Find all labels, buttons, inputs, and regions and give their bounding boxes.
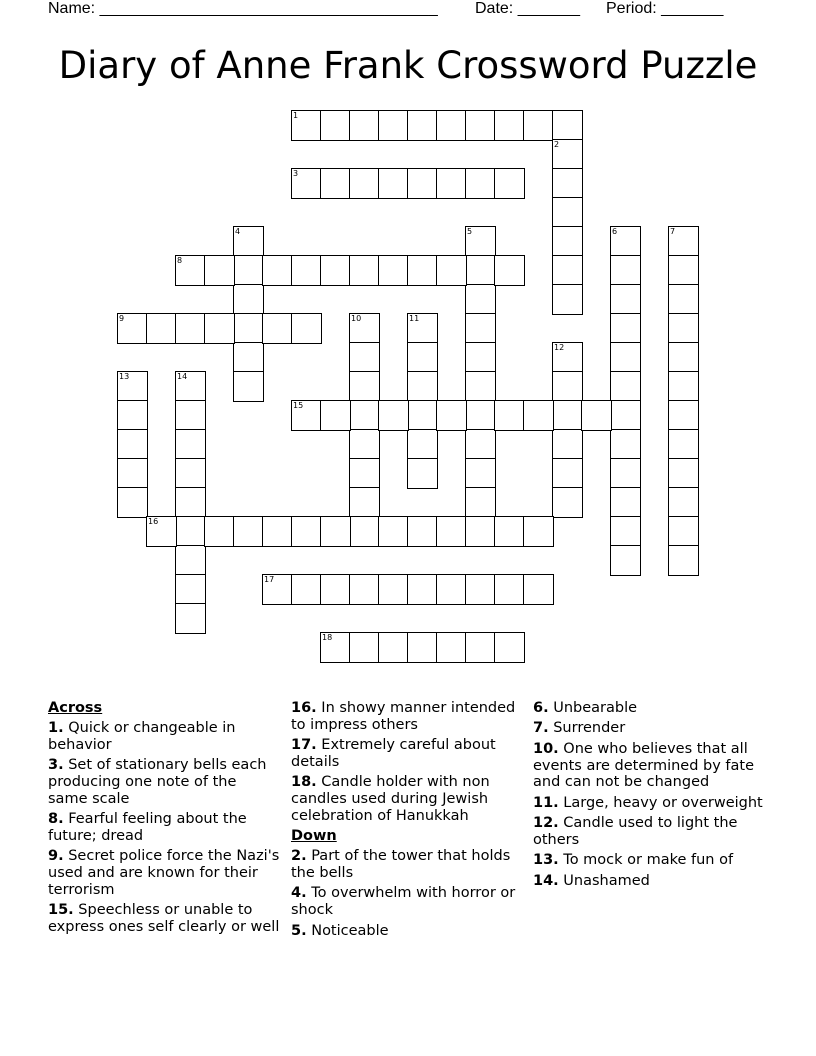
grid-cell[interactable] <box>552 168 583 199</box>
clue-text: To mock or make fun of <box>563 852 734 869</box>
grid-cell[interactable] <box>262 516 293 547</box>
grid-cell[interactable] <box>465 574 496 605</box>
down-clue <box>533 741 765 791</box>
grid-cell[interactable] <box>233 342 264 373</box>
grid-cell[interactable] <box>175 400 206 431</box>
across-clue <box>291 774 523 824</box>
grid-cell[interactable] <box>494 516 525 547</box>
grid-cell[interactable] <box>465 458 496 489</box>
grid-cell[interactable] <box>494 574 525 605</box>
grid-cell[interactable] <box>610 429 641 460</box>
clue-text: Unbearable <box>553 700 638 716</box>
grid-cell[interactable] <box>320 632 351 663</box>
grid-cell[interactable] <box>436 516 467 547</box>
down-clue <box>533 700 765 717</box>
grid-cell[interactable] <box>204 516 235 547</box>
grid-cell[interactable] <box>465 342 496 373</box>
grid-cell[interactable] <box>407 516 438 547</box>
down-heading: Down <box>291 828 337 845</box>
grid-cell[interactable] <box>233 255 264 286</box>
grid-cell[interactable] <box>320 168 351 199</box>
across-clue <box>48 811 280 845</box>
clue-number: 16. <box>291 700 317 716</box>
clue-number: 3. <box>48 756 64 773</box>
clue-number: 5. <box>291 922 307 939</box>
grid-cell[interactable] <box>320 110 351 141</box>
grid-cell[interactable] <box>175 545 206 576</box>
clue-number: 8. <box>48 810 64 827</box>
grid-cell[interactable] <box>668 545 699 576</box>
clue-number: 7. <box>533 720 549 737</box>
puzzle-title: Diary of Anne Frank Crossword Puzzle <box>58 44 758 87</box>
grid-cell[interactable] <box>465 487 496 518</box>
clue-number: 17 <box>264 575 275 584</box>
grid-cell[interactable] <box>552 342 583 373</box>
grid-cell[interactable] <box>494 632 525 663</box>
clue-number: 17. <box>291 737 317 754</box>
grid-cell[interactable] <box>407 400 438 431</box>
grid-cell[interactable] <box>291 313 322 344</box>
grid-cell[interactable] <box>349 342 380 373</box>
grid-cell[interactable] <box>349 458 380 489</box>
clue-number: 18 <box>322 633 333 642</box>
grid-cell[interactable] <box>146 516 177 547</box>
across-clue <box>48 848 280 898</box>
grid-cell[interactable] <box>668 313 699 344</box>
across-clue <box>291 737 523 771</box>
across-clue <box>291 700 523 734</box>
grid-cell[interactable] <box>233 284 264 315</box>
grid-cell[interactable] <box>204 255 235 286</box>
clue-number: 10. <box>533 740 559 757</box>
grid-cell[interactable] <box>552 139 583 170</box>
down-clue <box>533 852 765 869</box>
grid-cell[interactable] <box>610 400 641 431</box>
grid-cell[interactable] <box>262 574 293 605</box>
grid-cell[interactable] <box>175 255 206 286</box>
grid-cell[interactable] <box>349 110 380 141</box>
clue-number: 4 <box>235 227 241 236</box>
grid-cell[interactable] <box>349 516 380 547</box>
grid-cell[interactable] <box>117 371 148 402</box>
grid-cell[interactable] <box>668 458 699 489</box>
grid-cell[interactable] <box>494 400 525 431</box>
grid-cell[interactable] <box>436 168 467 199</box>
grid-cell[interactable] <box>610 545 641 576</box>
grid-cell[interactable] <box>349 400 380 431</box>
grid-cell[interactable] <box>610 342 641 373</box>
grid-cell[interactable] <box>610 516 641 547</box>
clue-text: Quick or changeable in behavior <box>48 719 236 753</box>
grid-cell[interactable] <box>233 313 264 344</box>
grid-cell[interactable] <box>407 632 438 663</box>
down-clue <box>533 720 765 737</box>
grid-cell[interactable] <box>436 574 467 605</box>
clue-text: Candle holder with non candles used during Jewish celebration of Hanukkah <box>291 774 490 824</box>
clue-number: 2. <box>291 848 307 865</box>
clue-text: Surrender <box>553 720 626 737</box>
grid-cell[interactable] <box>523 574 554 605</box>
grid-cell[interactable] <box>407 574 438 605</box>
grid-cell[interactable] <box>378 110 409 141</box>
grid-cell[interactable] <box>465 632 496 663</box>
across-clue <box>48 720 280 754</box>
clue-text: Unashamed <box>563 872 650 889</box>
clues-column-1 <box>48 700 280 939</box>
grid-cell[interactable] <box>523 400 554 431</box>
grid-cell[interactable] <box>610 487 641 518</box>
clue-number: 8 <box>177 256 183 265</box>
grid-cell[interactable] <box>117 458 148 489</box>
grid-cell[interactable] <box>465 284 496 315</box>
grid-cell[interactable] <box>233 516 264 547</box>
grid-cell[interactable] <box>668 487 699 518</box>
grid-cell[interactable] <box>349 255 380 286</box>
grid-cell[interactable] <box>668 284 699 315</box>
clue-number: 2 <box>554 140 560 149</box>
clue-text: To overwhelm with horror or shock <box>291 885 516 919</box>
grid-cell[interactable] <box>349 168 380 199</box>
grid-cell[interactable] <box>349 574 380 605</box>
grid-cell[interactable] <box>465 255 496 286</box>
grid-cell[interactable] <box>552 197 583 228</box>
grid-cell[interactable] <box>610 313 641 344</box>
down-clue <box>291 923 523 940</box>
clue-number: 6. <box>533 700 549 716</box>
grid-cell[interactable] <box>552 284 583 315</box>
clue-number: 18. <box>291 774 317 791</box>
grid-cell[interactable] <box>262 255 293 286</box>
grid-cell[interactable] <box>349 429 380 460</box>
clue-number: 6 <box>612 227 618 236</box>
grid-cell[interactable] <box>552 400 583 431</box>
grid-cell[interactable] <box>668 429 699 460</box>
grid-cell[interactable] <box>291 574 322 605</box>
grid-cell[interactable] <box>378 632 409 663</box>
grid-cell[interactable] <box>465 371 496 402</box>
clue-number: 11. <box>533 794 559 811</box>
grid-cell[interactable] <box>175 429 206 460</box>
grid-cell[interactable] <box>552 255 583 286</box>
grid-cell[interactable] <box>262 313 293 344</box>
clue-number: 7 <box>670 227 676 236</box>
grid-cell[interactable] <box>291 516 322 547</box>
grid-cell[interactable] <box>668 400 699 431</box>
grid-cell[interactable] <box>378 516 409 547</box>
grid-cell[interactable] <box>610 226 641 257</box>
grid-cell[interactable] <box>407 342 438 373</box>
clue-number: 12. <box>533 815 559 832</box>
clue-number: 13. <box>533 852 559 869</box>
grid-cell[interactable] <box>349 313 380 344</box>
grid-cell[interactable] <box>552 458 583 489</box>
grid-cell[interactable] <box>175 371 206 402</box>
grid-cell[interactable] <box>349 487 380 518</box>
grid-cell[interactable] <box>378 255 409 286</box>
grid-cell[interactable] <box>291 168 322 199</box>
clues-column-2 <box>291 700 523 943</box>
grid-cell[interactable] <box>204 313 235 344</box>
grid-cell[interactable] <box>175 458 206 489</box>
down-clue <box>533 795 765 812</box>
clue-text: Secret police force the Nazi's used and are known for their terrorism <box>48 848 280 898</box>
clue-text: Candle used to light the others <box>533 815 738 848</box>
clue-number: 14 <box>177 372 188 381</box>
clue-number: 15 <box>293 401 304 410</box>
grid-cell[interactable] <box>668 342 699 373</box>
clue-text: Part of the tower that holds the bells <box>291 848 511 881</box>
grid-cell[interactable] <box>465 168 496 199</box>
grid-cell[interactable] <box>291 255 322 286</box>
down-clue <box>533 873 765 890</box>
grid-cell[interactable] <box>436 110 467 141</box>
clue-number: 10 <box>351 314 362 323</box>
clue-text: Speechless or unable to express ones self clearly or well <box>48 902 280 935</box>
clue-text: Noticeable <box>311 922 389 939</box>
date-field[interactable]: Date: _______ <box>475 0 580 17</box>
grid-cell[interactable] <box>291 110 322 141</box>
clue-number: 11 <box>409 314 420 323</box>
clue-number: 1 <box>293 111 299 120</box>
grid-cell[interactable] <box>494 255 525 286</box>
grid-cell[interactable] <box>320 400 351 431</box>
clue-number: 9 <box>119 314 125 323</box>
clue-text: Large, heavy or overweight <box>563 794 763 811</box>
clue-number: 4. <box>291 885 307 902</box>
grid-cell[interactable] <box>465 226 496 257</box>
clue-number: 16 <box>148 517 159 526</box>
clue-text: Set of stationary bells each producing one note of the same scale <box>48 756 267 807</box>
across-heading: Across <box>48 700 103 716</box>
clue-number: 12 <box>554 343 565 352</box>
grid-cell[interactable] <box>668 226 699 257</box>
grid-cell[interactable] <box>610 255 641 286</box>
grid-cell[interactable] <box>407 371 438 402</box>
grid-cell[interactable] <box>175 603 206 634</box>
grid-cell[interactable] <box>552 110 583 141</box>
grid-cell[interactable] <box>175 313 206 344</box>
grid-cell[interactable] <box>407 110 438 141</box>
grid-cell[interactable] <box>407 429 438 460</box>
grid-cell[interactable] <box>523 110 554 141</box>
grid-cell[interactable] <box>378 168 409 199</box>
grid-cell[interactable] <box>581 400 612 431</box>
grid-cell[interactable] <box>668 255 699 286</box>
grid-cell[interactable] <box>552 371 583 402</box>
grid-cell[interactable] <box>610 371 641 402</box>
clue-number: 9. <box>48 848 64 865</box>
grid-cell[interactable] <box>668 371 699 402</box>
grid-cell[interactable] <box>465 516 496 547</box>
grid-cell[interactable] <box>175 516 206 547</box>
grid-cell[interactable] <box>233 226 264 257</box>
grid-cell[interactable] <box>349 371 380 402</box>
grid-cell[interactable] <box>465 429 496 460</box>
grid-cell[interactable] <box>407 255 438 286</box>
grid-cell[interactable] <box>233 371 264 402</box>
name-field[interactable]: Name: ______________________________________ <box>48 0 438 17</box>
grid-cell[interactable] <box>407 313 438 344</box>
clue-number: 3 <box>293 169 299 178</box>
clue-number: 13 <box>119 372 130 381</box>
clue-number: 5 <box>467 227 473 236</box>
grid-cell[interactable] <box>610 284 641 315</box>
grid-cell[interactable] <box>610 458 641 489</box>
clue-number: 1. <box>48 719 64 736</box>
grid-cell[interactable] <box>320 516 351 547</box>
grid-cell[interactable] <box>465 110 496 141</box>
grid-cell[interactable] <box>175 487 206 518</box>
grid-cell[interactable] <box>465 400 496 431</box>
grid-cell[interactable] <box>320 255 351 286</box>
grid-cell[interactable] <box>523 516 554 547</box>
grid-cell[interactable] <box>117 429 148 460</box>
grid-cell[interactable] <box>146 313 177 344</box>
grid-cell[interactable] <box>175 574 206 605</box>
grid-cell[interactable] <box>552 429 583 460</box>
clue-text: In showy manner intended to impress others <box>291 700 516 733</box>
across-clue <box>48 757 280 807</box>
down-clue <box>291 848 523 882</box>
clue-text: Extremely careful about details <box>291 737 496 770</box>
clue-text: Fearful feeling about the future; dread <box>48 810 247 844</box>
grid-cell[interactable] <box>349 632 380 663</box>
grid-cell[interactable] <box>436 255 467 286</box>
grid-cell[interactable] <box>436 400 467 431</box>
grid-cell[interactable] <box>668 516 699 547</box>
across-clue <box>48 902 280 936</box>
period-field[interactable]: Period: _______ <box>606 0 724 17</box>
grid-cell[interactable] <box>291 400 322 431</box>
grid-cell[interactable] <box>436 632 467 663</box>
clues-column-3 <box>533 700 765 893</box>
clue-text: One who believes that all events are determined by fate and can not be changed <box>533 740 755 791</box>
grid-cell[interactable] <box>494 110 525 141</box>
down-clue <box>533 815 765 849</box>
down-clue <box>291 885 523 919</box>
grid-cell[interactable] <box>407 458 438 489</box>
grid-cell[interactable] <box>378 400 409 431</box>
grid-cell[interactable] <box>407 168 438 199</box>
clue-number: 15. <box>48 902 74 919</box>
grid-cell[interactable] <box>117 487 148 518</box>
grid-cell[interactable] <box>465 313 496 344</box>
grid-cell[interactable] <box>320 574 351 605</box>
grid-cell[interactable] <box>494 168 525 199</box>
grid-cell[interactable] <box>552 226 583 257</box>
clue-number: 14. <box>533 872 559 889</box>
grid-cell[interactable] <box>378 574 409 605</box>
grid-cell[interactable] <box>117 400 148 431</box>
grid-cell[interactable] <box>117 313 148 344</box>
grid-cell[interactable] <box>552 487 583 518</box>
